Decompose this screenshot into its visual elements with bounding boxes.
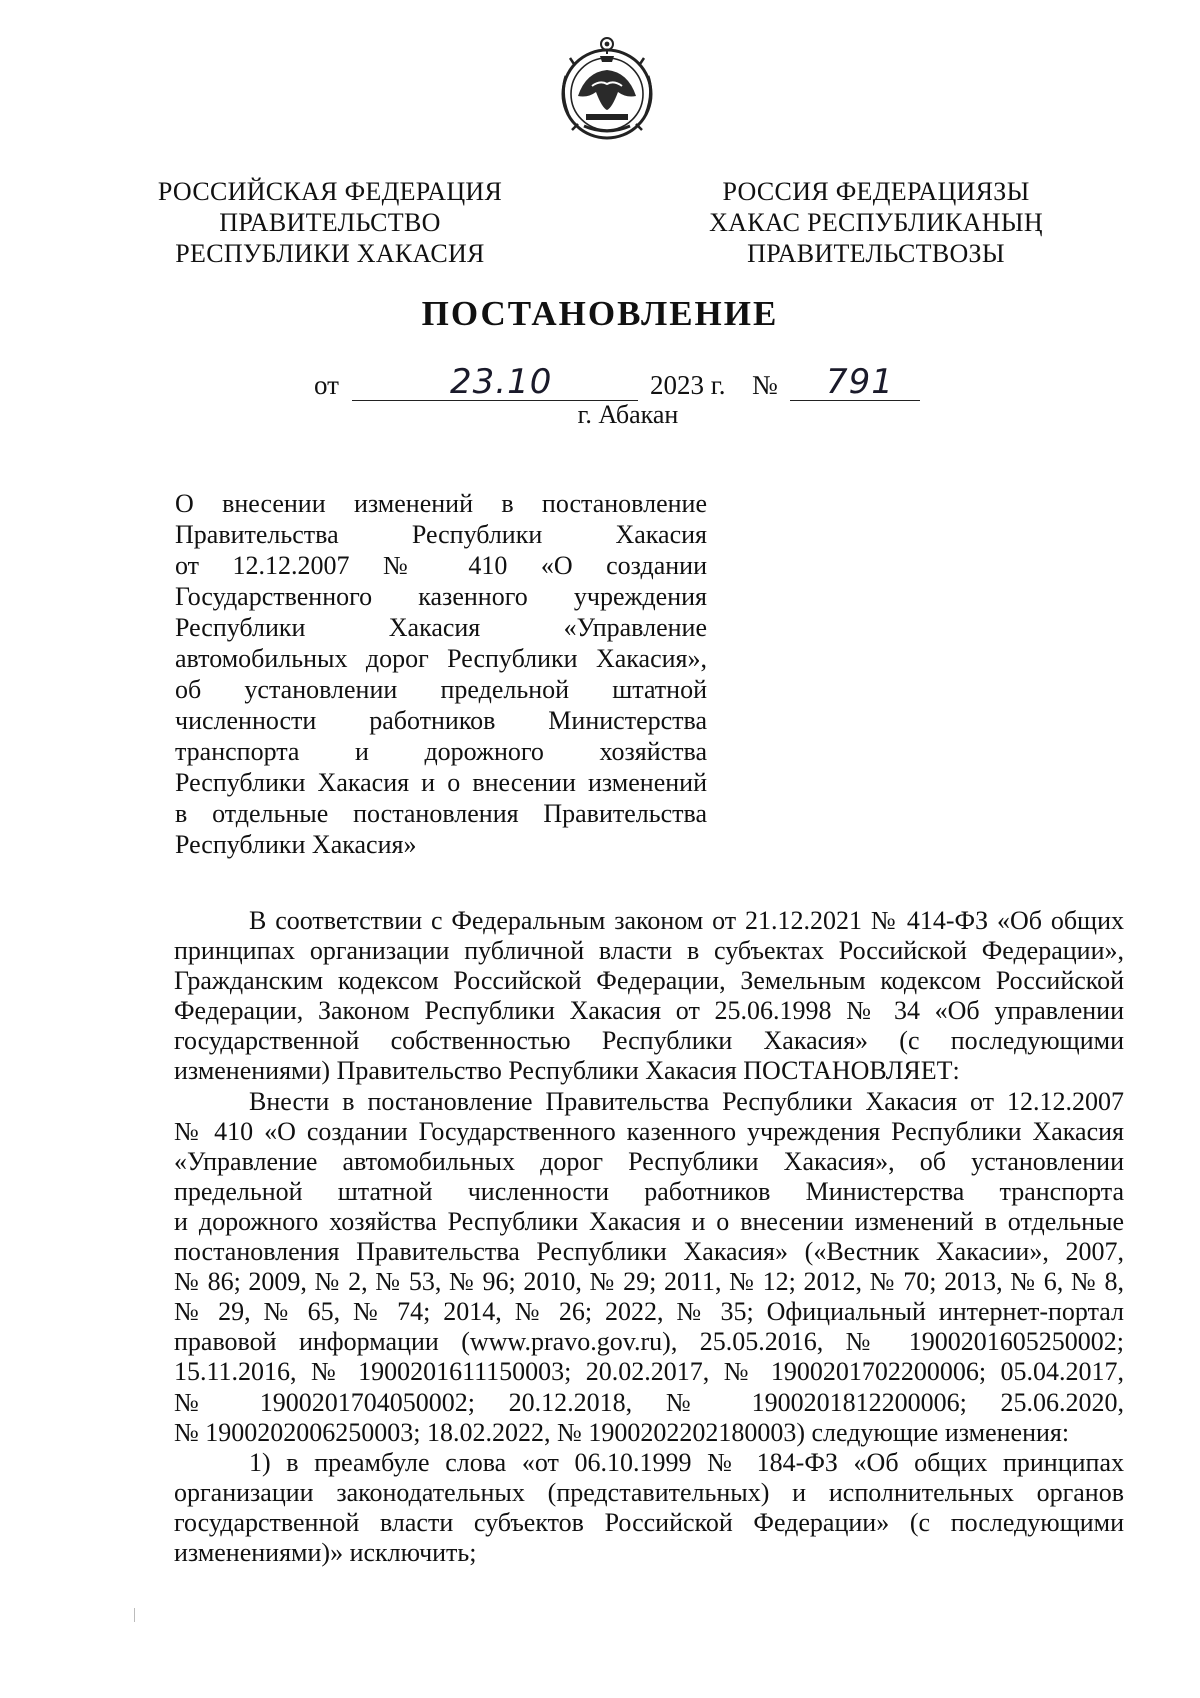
- body-line: В соответствии с Федеральным законом от 21.12.2021 № 414-ФЗ «Об общих: [249, 906, 1124, 935]
- header-left-line: РОССИЙСКАЯ ФЕДЕРАЦИЯ: [157, 177, 503, 206]
- subject-line: численности работников Министерства: [175, 706, 707, 735]
- header-left-line: ПРАВИТЕЛЬСТВО: [219, 208, 441, 237]
- body-line: № 29, № 65, № 74; 2014, № 26; 2022, № 35; Официальный интернет-портал: [174, 1297, 1124, 1327]
- body-line: № 1900201704050002; 20.12.2018, № 1900201812200006; 25.06.2020,: [174, 1387, 1124, 1417]
- body-line: 1) в преамбуле слова «от 06.10.1999 № 184-ФЗ «Об общих принципах: [249, 1447, 1124, 1477]
- handwritten-number: 791: [826, 362, 894, 402]
- coat-of-arms-emblem: [556, 36, 658, 142]
- body-line: государственной собственностью Республики Хакасия» (с последующими: [174, 1026, 1124, 1056]
- header-russian: [150, 176, 510, 269]
- header-right-line: ХАКАС РЕСПУБЛИКАНЫҢ: [709, 208, 1043, 237]
- document-title: ПОСТАНОВЛЕНИЕ: [421, 294, 779, 333]
- body-line: организации законодательных (представительных) и исполнительных органов: [174, 1477, 1124, 1507]
- subject-line: в отдельные постановления Правительства: [175, 799, 707, 828]
- body-line: и дорожного хозяйства Республики Хакасия и о внесении изменений в отдельные: [174, 1206, 1124, 1236]
- subject-line: транспорта и дорожного хозяйства: [175, 737, 707, 766]
- body-line: изменениями) Правительство Республики Хакасия ПОСТАНОВЛЯЕТ:: [174, 1056, 960, 1086]
- body-line: правовой информации (www.pravo.gov.ru), 25.05.2016, № 1900201605250002;: [174, 1327, 1124, 1357]
- body-line: 15.11.2016, № 1900201611150003; 20.02.2017, № 1900201702200006; 05.04.2017,: [174, 1357, 1124, 1387]
- body-line: изменениями)» исключить;: [174, 1537, 477, 1567]
- body-line: постановления Правительства Республики Хакасия» («Вестник Хакасии», 2007,: [174, 1237, 1124, 1267]
- scan-artifact-mark: [134, 1608, 135, 1622]
- body-line: предельной штатной численности работников Министерства транспорта: [174, 1176, 1124, 1206]
- subject-line: Правительства Республики Хакасия: [175, 520, 707, 549]
- handwritten-date: 23.10: [450, 362, 553, 402]
- document-subject: [175, 488, 707, 860]
- subject-line: Республики Хакасия «Управление: [175, 613, 707, 642]
- body-line: «Управление автомобильных дорог Республики Хакасия», об установлении: [174, 1146, 1124, 1176]
- subject-line: О внесении изменений в постановление: [175, 489, 707, 518]
- city-label: г. Абакан: [577, 400, 679, 429]
- year-label: 2023 г.: [650, 370, 726, 400]
- subject-line: Государственного казенного учреждения: [175, 582, 707, 611]
- header-left-line: РЕСПУБЛИКИ ХАКАСИЯ: [175, 239, 485, 268]
- body-line: Гражданским кодексом Российской Федерации, Земельным кодексом Российской: [174, 966, 1124, 996]
- date-prefix: от: [314, 370, 339, 400]
- header-khakas: [696, 176, 1056, 269]
- subject-line: Республики Хакасия»: [175, 830, 417, 859]
- body-line: Внести в постановление Правительства Республики Хакасия от 12.12.2007: [249, 1086, 1124, 1116]
- body-line: государственной власти субъектов Российской Федерации» (с последующими: [174, 1507, 1124, 1537]
- body-line: № 1900202006250003; 18.02.2022, № 1900202202180003) следующие изменения:: [174, 1417, 1070, 1447]
- subject-line: Республики Хакасия и о внесении изменений: [175, 768, 707, 797]
- body-line: № 410 «О создании Государственного казенного учреждения Республики Хакасия: [174, 1116, 1124, 1146]
- number-sign: №: [752, 370, 778, 400]
- header-right-line: РОССИЯ ФЕДЕРАЦИЯЗЫ: [722, 177, 1030, 206]
- header-right-line: ПРАВИТЕЛЬСТВОЗЫ: [747, 239, 1005, 268]
- body-line: № 86; 2009, № 2, № 53, № 96; 2010, № 29; 2011, № 12; 2012, № 70; 2013, № 6, № 8,: [174, 1267, 1124, 1297]
- subject-line: от 12.12.2007 № 410 «О создании: [175, 551, 707, 580]
- body-line: принципах организации публичной власти в субъектах Российской Федерации»,: [174, 936, 1124, 966]
- subject-line: автомобильных дорог Республики Хакасия»,: [175, 644, 707, 673]
- body-line: Федерации, Законом Республики Хакасия от 25.06.1998 № 34 «Об управлении: [174, 996, 1124, 1026]
- subject-line: об установлении предельной штатной: [175, 675, 707, 704]
- document-body: [174, 906, 1124, 1568]
